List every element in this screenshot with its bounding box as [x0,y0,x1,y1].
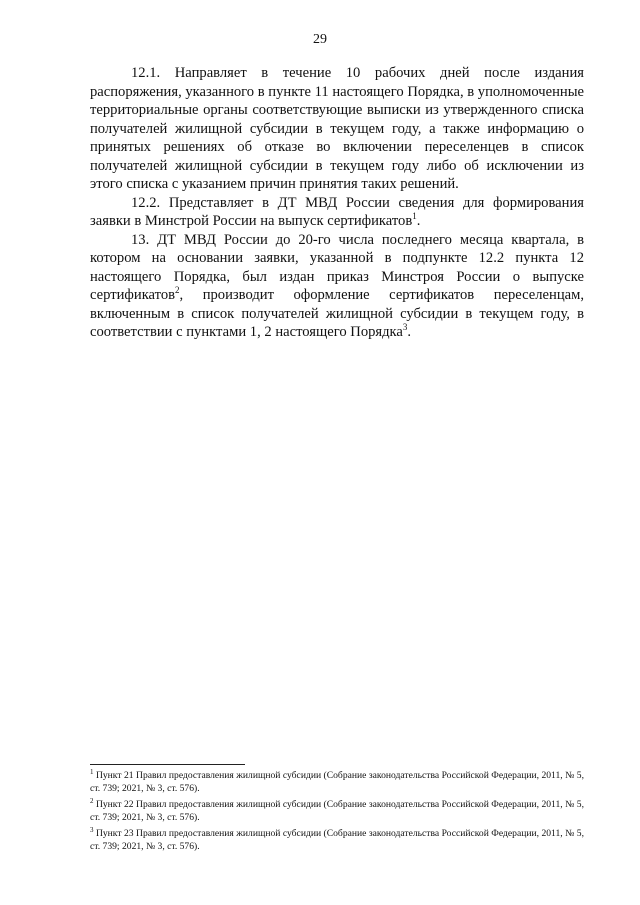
paragraph-punctuation: . [416,213,421,229]
paragraph-text: 13. ДТ МВД России до 20-го числа последнего месяца квартала, в котором на основании заявки, указанной в подпункте 12.2 пункта 12 настоящего Порядка, был издан приказ Минстроя России о выпуске сертификатов [90,231,584,303]
footnote-2 [90,798,584,824]
document-body [90,64,584,342]
page-number: 29 [313,32,327,47]
paragraph-12-2 [90,194,584,231]
paragraph-12-1: 12.1. Направляет в течение 10 рабочих дней после издания распоряжения, указанного в пункте 11 настоящего Порядка, в уполномоченные территориальные органы соответствующие выписки из утвержденного списка получателей жилищной субсидии в текущем году, а также информацию о принятых решениях об отказе во включении переселенцев в список получателей жилищной субсидии в текущем году либо об исключении из этого списка с указанием причин принятия таких решений. [90,65,584,192]
footnote-1 [90,769,584,795]
paragraph-punctuation: . [407,324,412,340]
paragraph-text: 12.2. Представляет в ДТ МВД России сведения для формирования заявки в Минстрой России на выпуск сертификатов [90,194,584,229]
footnote-mark: 2 [90,796,94,805]
footnote-mark: 3 [90,825,94,834]
footnote-mark: 1 [90,767,94,776]
footnote-text: Пункт 23 Правил предоставления жилищной субсидии (Собрание законодательства Российской Федерации, 2011, № 5, ст. 739; 2021, № 3, ст. 576). [90,828,584,852]
footnote-3 [90,827,584,853]
footnote-ref-1: 1 [412,211,417,222]
footnotes [90,769,584,856]
paragraph-text: , производит оформление сертификатов переселенцам, включенным в список получателей жилищной субсидии в текущем году, в соответствии с пунктами 1, 2 настоящего Порядка [90,287,584,340]
paragraph-13 [90,231,584,342]
footnote-ref-2: 2 [175,285,180,296]
footnote-text: Пункт 22 Правил предоставления жилищной субсидии (Собрание законодательства Российской Федерации, 2011, № 5, ст. 739; 2021, № 3, ст. 576). [90,799,584,823]
footnote-text: Пункт 21 Правил предоставления жилищной субсидии (Собрание законодательства Российской Федерации, 2011, № 5, ст. 739; 2021, № 3, ст. 576). [90,770,584,794]
footnote-ref-3: 3 [402,322,408,333]
footnote-separator [90,764,245,765]
